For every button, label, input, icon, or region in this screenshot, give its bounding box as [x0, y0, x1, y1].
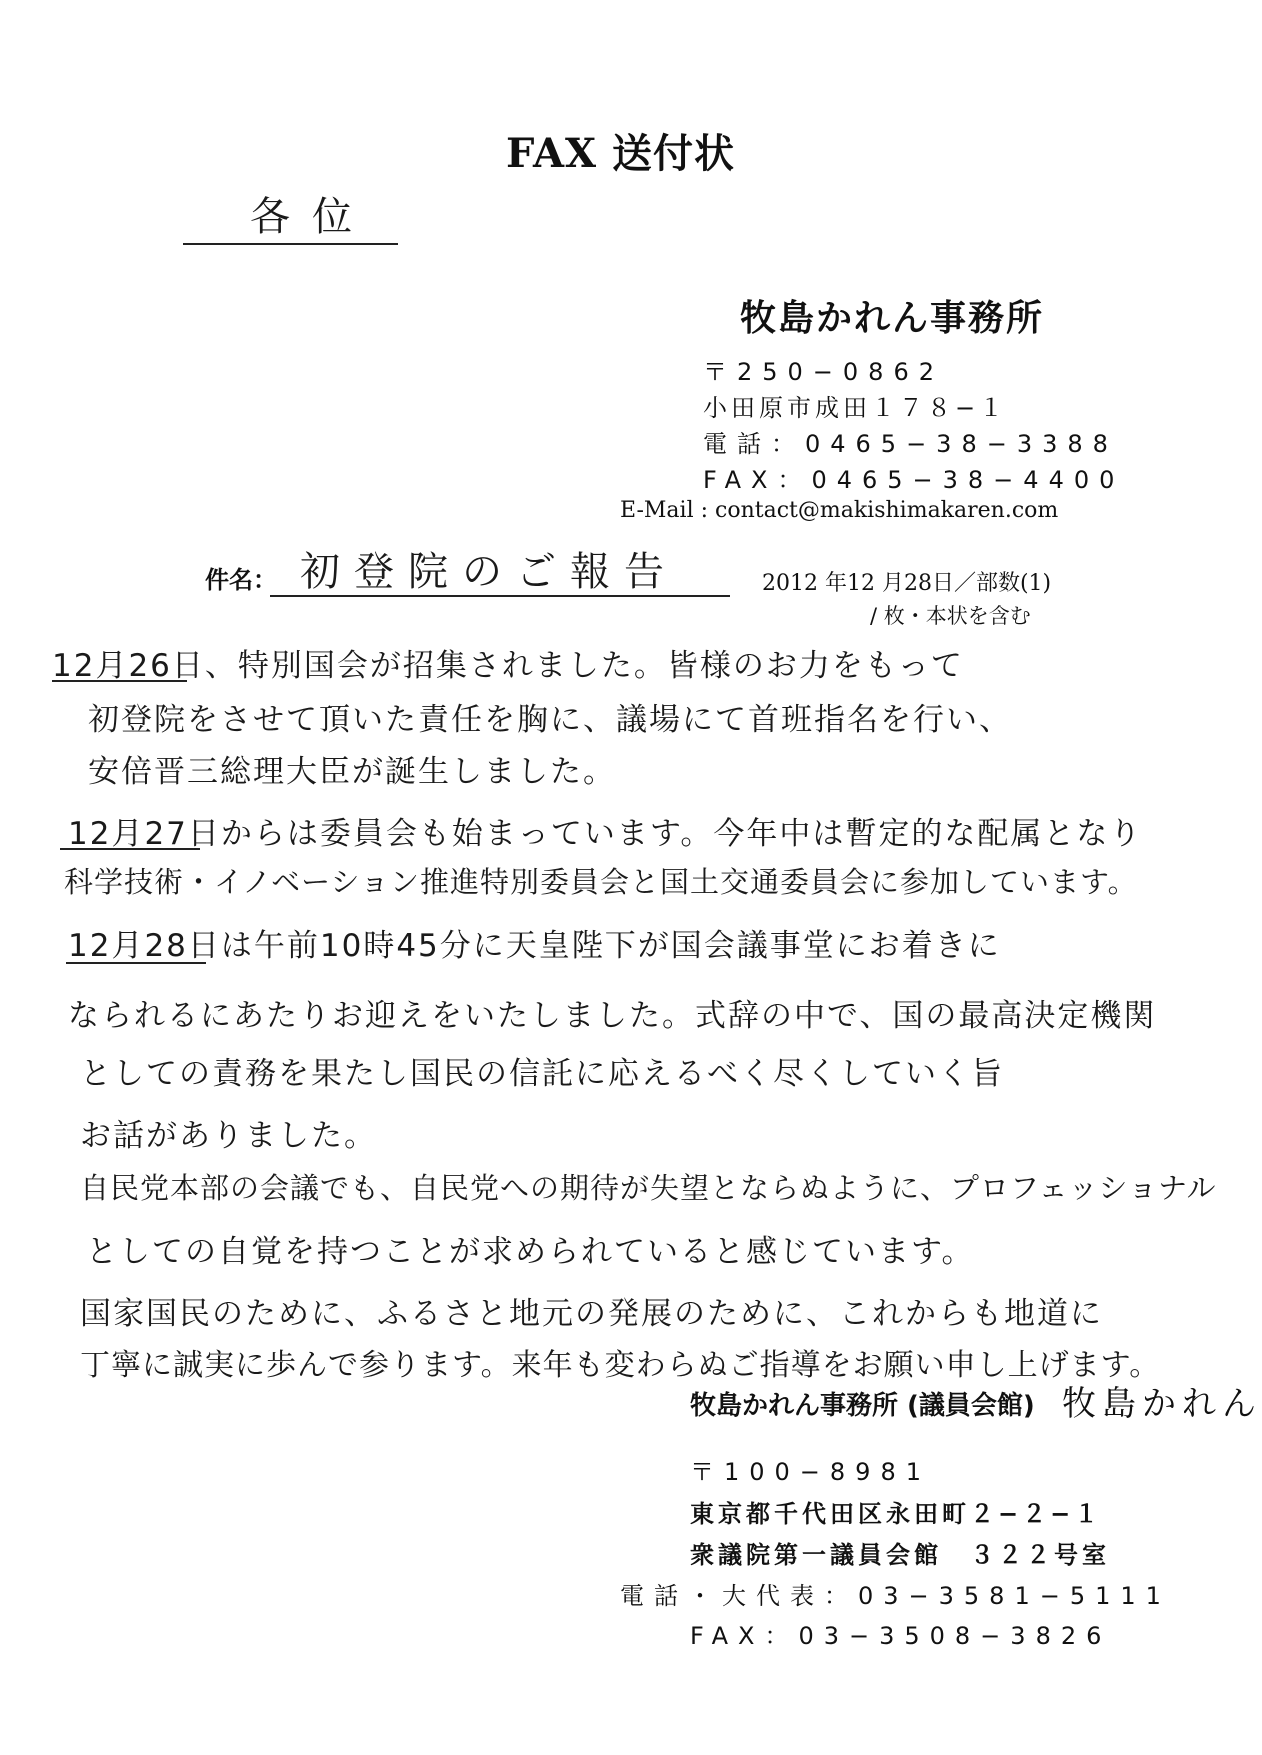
- diet-office-phone: 電話・大代表：03−3581−5111: [620, 1582, 1171, 1610]
- subject-value: 初登院のご報告: [300, 549, 678, 595]
- recipient-underline: [183, 243, 398, 245]
- body-line: 初登院をさせて頂いた責任を胸に、議場にて首班指名を行い、: [88, 702, 1012, 738]
- diet-office-name: 牧島かれん事務所 (議員会館): [690, 1391, 1035, 1421]
- date-pages: 2012 年12 月28日／部数(1): [762, 571, 1052, 596]
- date-underline: [66, 962, 206, 964]
- subject-underline: [270, 595, 730, 597]
- body-line: お話がありました。: [80, 1118, 377, 1154]
- body-line: 丁寧に誠実に歩んで参ります。来年も変わらぬご指導をお願い申し上げます。: [80, 1348, 1161, 1383]
- diet-office-fax: FAX：03−3508−3826: [690, 1622, 1112, 1650]
- body-line: としての責務を果たし国民の信託に応えるべく尽くしていく旨: [80, 1056, 1004, 1092]
- sender-postal: 〒250−0862: [703, 358, 944, 386]
- sender-phone: 電話：0465−38−3388: [703, 430, 1118, 458]
- body-line: 国家国民のために、ふるさと地元の発展のために、これからも地道に: [80, 1296, 1103, 1332]
- sender-email: E-Mail : contact@makishimakaren.com: [620, 498, 1059, 523]
- pages-note: / 枚・本状を含む: [870, 604, 1031, 628]
- body-line: 12月26日、特別国会が招集されました。皆様のお力をもって: [52, 648, 964, 684]
- body-line: 12月27日からは委員会も始まっています。今年中は暫定的な配属となり: [68, 816, 1143, 852]
- sender-fax: FAX：0465−38−4400: [703, 466, 1125, 494]
- body-line: 12月28日は午前10時45分に天皇陛下が国会議事堂にお着きに: [68, 928, 1001, 964]
- body-line: 科学技術・イノベーション推進特別委員会と国土交通委員会に参加しています。: [64, 865, 1138, 899]
- date-underline: [52, 680, 187, 682]
- date-underline: [60, 848, 200, 850]
- body-line: としての自覚を持つことが求められていると感じています。: [86, 1234, 975, 1270]
- sender-office-name: 牧島かれん事務所: [740, 298, 1045, 339]
- diet-office-address: 東京都千代田区永田町２−２−１: [690, 1500, 1103, 1528]
- subject-label: 件名：: [205, 566, 277, 594]
- handwritten-signature: 牧島かれん: [1062, 1384, 1262, 1424]
- body-line: なられるにあたりお迎えをいたしました。式辞の中で、国の最高決定機関: [68, 998, 1157, 1034]
- diet-office-postal: 〒100−8981: [690, 1458, 931, 1486]
- recipient: 各位: [250, 194, 374, 240]
- fax-title: FAX 送付状: [505, 130, 736, 177]
- body-line: 自民党本部の会議でも、自民党への期待が失望とならぬように、プロフェッショナル: [80, 1171, 1217, 1205]
- sender-address: 小田原市成田１７８−１: [703, 394, 1008, 422]
- body-line: 安倍晋三総理大臣が誕生しました。: [88, 754, 616, 790]
- diet-office-building: 衆議院第一議員会館 ３２２号室: [690, 1541, 1110, 1569]
